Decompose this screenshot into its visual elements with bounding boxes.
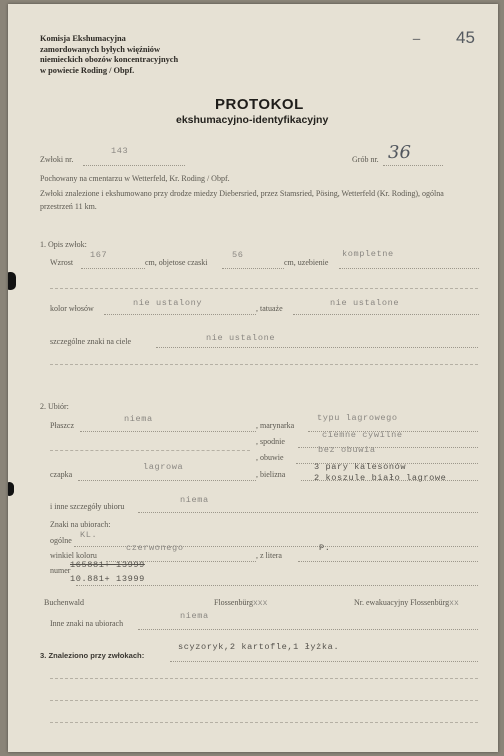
ewakuacyjny-text: Nr. ewakuacyjny Flossenbürg — [354, 598, 450, 607]
marynarka-value: typu lagrowego — [317, 413, 398, 423]
org-line-3: niemieckich obozów koncentracyjnych — [40, 55, 179, 64]
ewakuacyjny-suffix: xx — [449, 599, 459, 608]
inne-znaki-label: Inne znaki na ubiorach — [50, 619, 124, 628]
cm-uzebienie-label: cm, uzebienie — [284, 258, 329, 267]
ewakuacyjny-label — [354, 598, 459, 608]
spodnie-label: , spodnie — [256, 437, 285, 446]
kolor-label: kolor włosów — [50, 304, 94, 313]
znaki-label: szczególne znaki na ciele — [50, 337, 132, 346]
bielizna-value-2: 2 koszule biało lagrowe — [314, 473, 447, 483]
czapka-value: lagrowa — [143, 462, 184, 472]
plaszcz-label: Płaszcz — [50, 421, 74, 430]
flossenburg-label — [214, 598, 267, 608]
numer-label: numer — [50, 566, 71, 575]
page-number: 45 — [456, 28, 475, 47]
znaki-value: nie ustalone — [206, 333, 276, 343]
pochowany-text: Pochowany na cmentarzu w Wetterfeld, Kr. Roding / Obpf. — [40, 174, 230, 183]
section3-value: scyzoryk,2 kartofle,1 łyżka. — [178, 642, 340, 652]
flossenburg-text: Flossenbürg — [214, 598, 253, 607]
numer-value-2: 10.881+ 13999 — [70, 574, 145, 584]
cm-objetose-label: cm, objetose czaski — [145, 258, 208, 267]
znaki-ubior-label: Znaki na ubiorach: — [50, 520, 111, 529]
wzrost-label: Wzrost — [50, 258, 74, 267]
litera-label: , z litera — [256, 551, 282, 560]
section1-title: 1. Opis zwłok: — [40, 240, 87, 249]
spodnie-value: ciemne cywilne — [322, 430, 403, 440]
obuwie-value: bez obuwia — [318, 445, 376, 455]
bielizna-value-1: 3 pary kalesonów — [314, 462, 407, 472]
document-title: PROTOKOL — [215, 96, 304, 113]
znalezione-text-content: Zwłoki znalezione i ekshumowano przy drodze miedzy Diebersried, przez Stamsried, Pösing, Wetterfeld (Kr. Roding), ogólna przestrzeń 11 km. — [40, 189, 444, 211]
czaska-value: 56 — [232, 250, 244, 260]
binder-hole-top — [8, 272, 16, 290]
flossenburg-suffix: xxx — [252, 599, 268, 608]
org-line-2: zamordowanych byłych więźniów — [40, 44, 161, 54]
binder-hole-bottom — [8, 482, 14, 496]
grob-label: Grób nr. — [352, 155, 379, 164]
section3-title: 3. Znaleziono przy zwłokach: — [40, 651, 145, 660]
znalezione-text — [40, 187, 478, 213]
kolor-value: nie ustalony — [133, 298, 203, 308]
org-line-1: Komisja Ekshumacyjna — [40, 34, 126, 43]
uzebienie-value: kompletne — [342, 249, 394, 259]
grob-value: 36 — [388, 142, 411, 163]
winkiel-label: winkiel koloru — [50, 551, 97, 560]
inne-szczegoly-label: i inne szczegóły ubioru — [50, 502, 125, 511]
inne-szczegoly-value: niema — [180, 495, 209, 505]
obuwie-label: , obuwie — [256, 453, 284, 462]
tatuaze-label: , tatuaże — [256, 304, 283, 313]
wzrost-value: 167 — [90, 250, 108, 260]
marynarka-label: , marynarka — [256, 421, 295, 430]
tatuaze-value: nie ustalone — [330, 298, 400, 308]
numer-value-1: 165881+ 13999 — [70, 560, 145, 570]
zwloki-label: Zwłoki nr. — [40, 155, 74, 164]
inne-znaki-value: niema — [180, 611, 209, 621]
zwloki-value: 143 — [111, 146, 129, 156]
section2-title: 2. Ubiór: — [40, 402, 69, 411]
czapka-label: czapka — [50, 470, 73, 479]
plaszcz-value: niema — [124, 414, 153, 424]
ogolne-label: ogólne — [50, 536, 72, 545]
ogolne-value: KL. — [80, 530, 98, 540]
litera-value: P. — [319, 543, 331, 553]
buchenwald-label: Buchenwald — [44, 598, 84, 607]
document-subtitle: ekshumacyjno-identyfikacyjny — [176, 114, 329, 126]
document-page — [8, 4, 498, 752]
winkiel-value: czerwonego — [126, 543, 184, 553]
header-dash: – — [412, 28, 421, 49]
org-line-4: w powiecie Roding / Obpf. — [40, 65, 135, 75]
bielizna-label: , bielizna — [256, 470, 286, 479]
